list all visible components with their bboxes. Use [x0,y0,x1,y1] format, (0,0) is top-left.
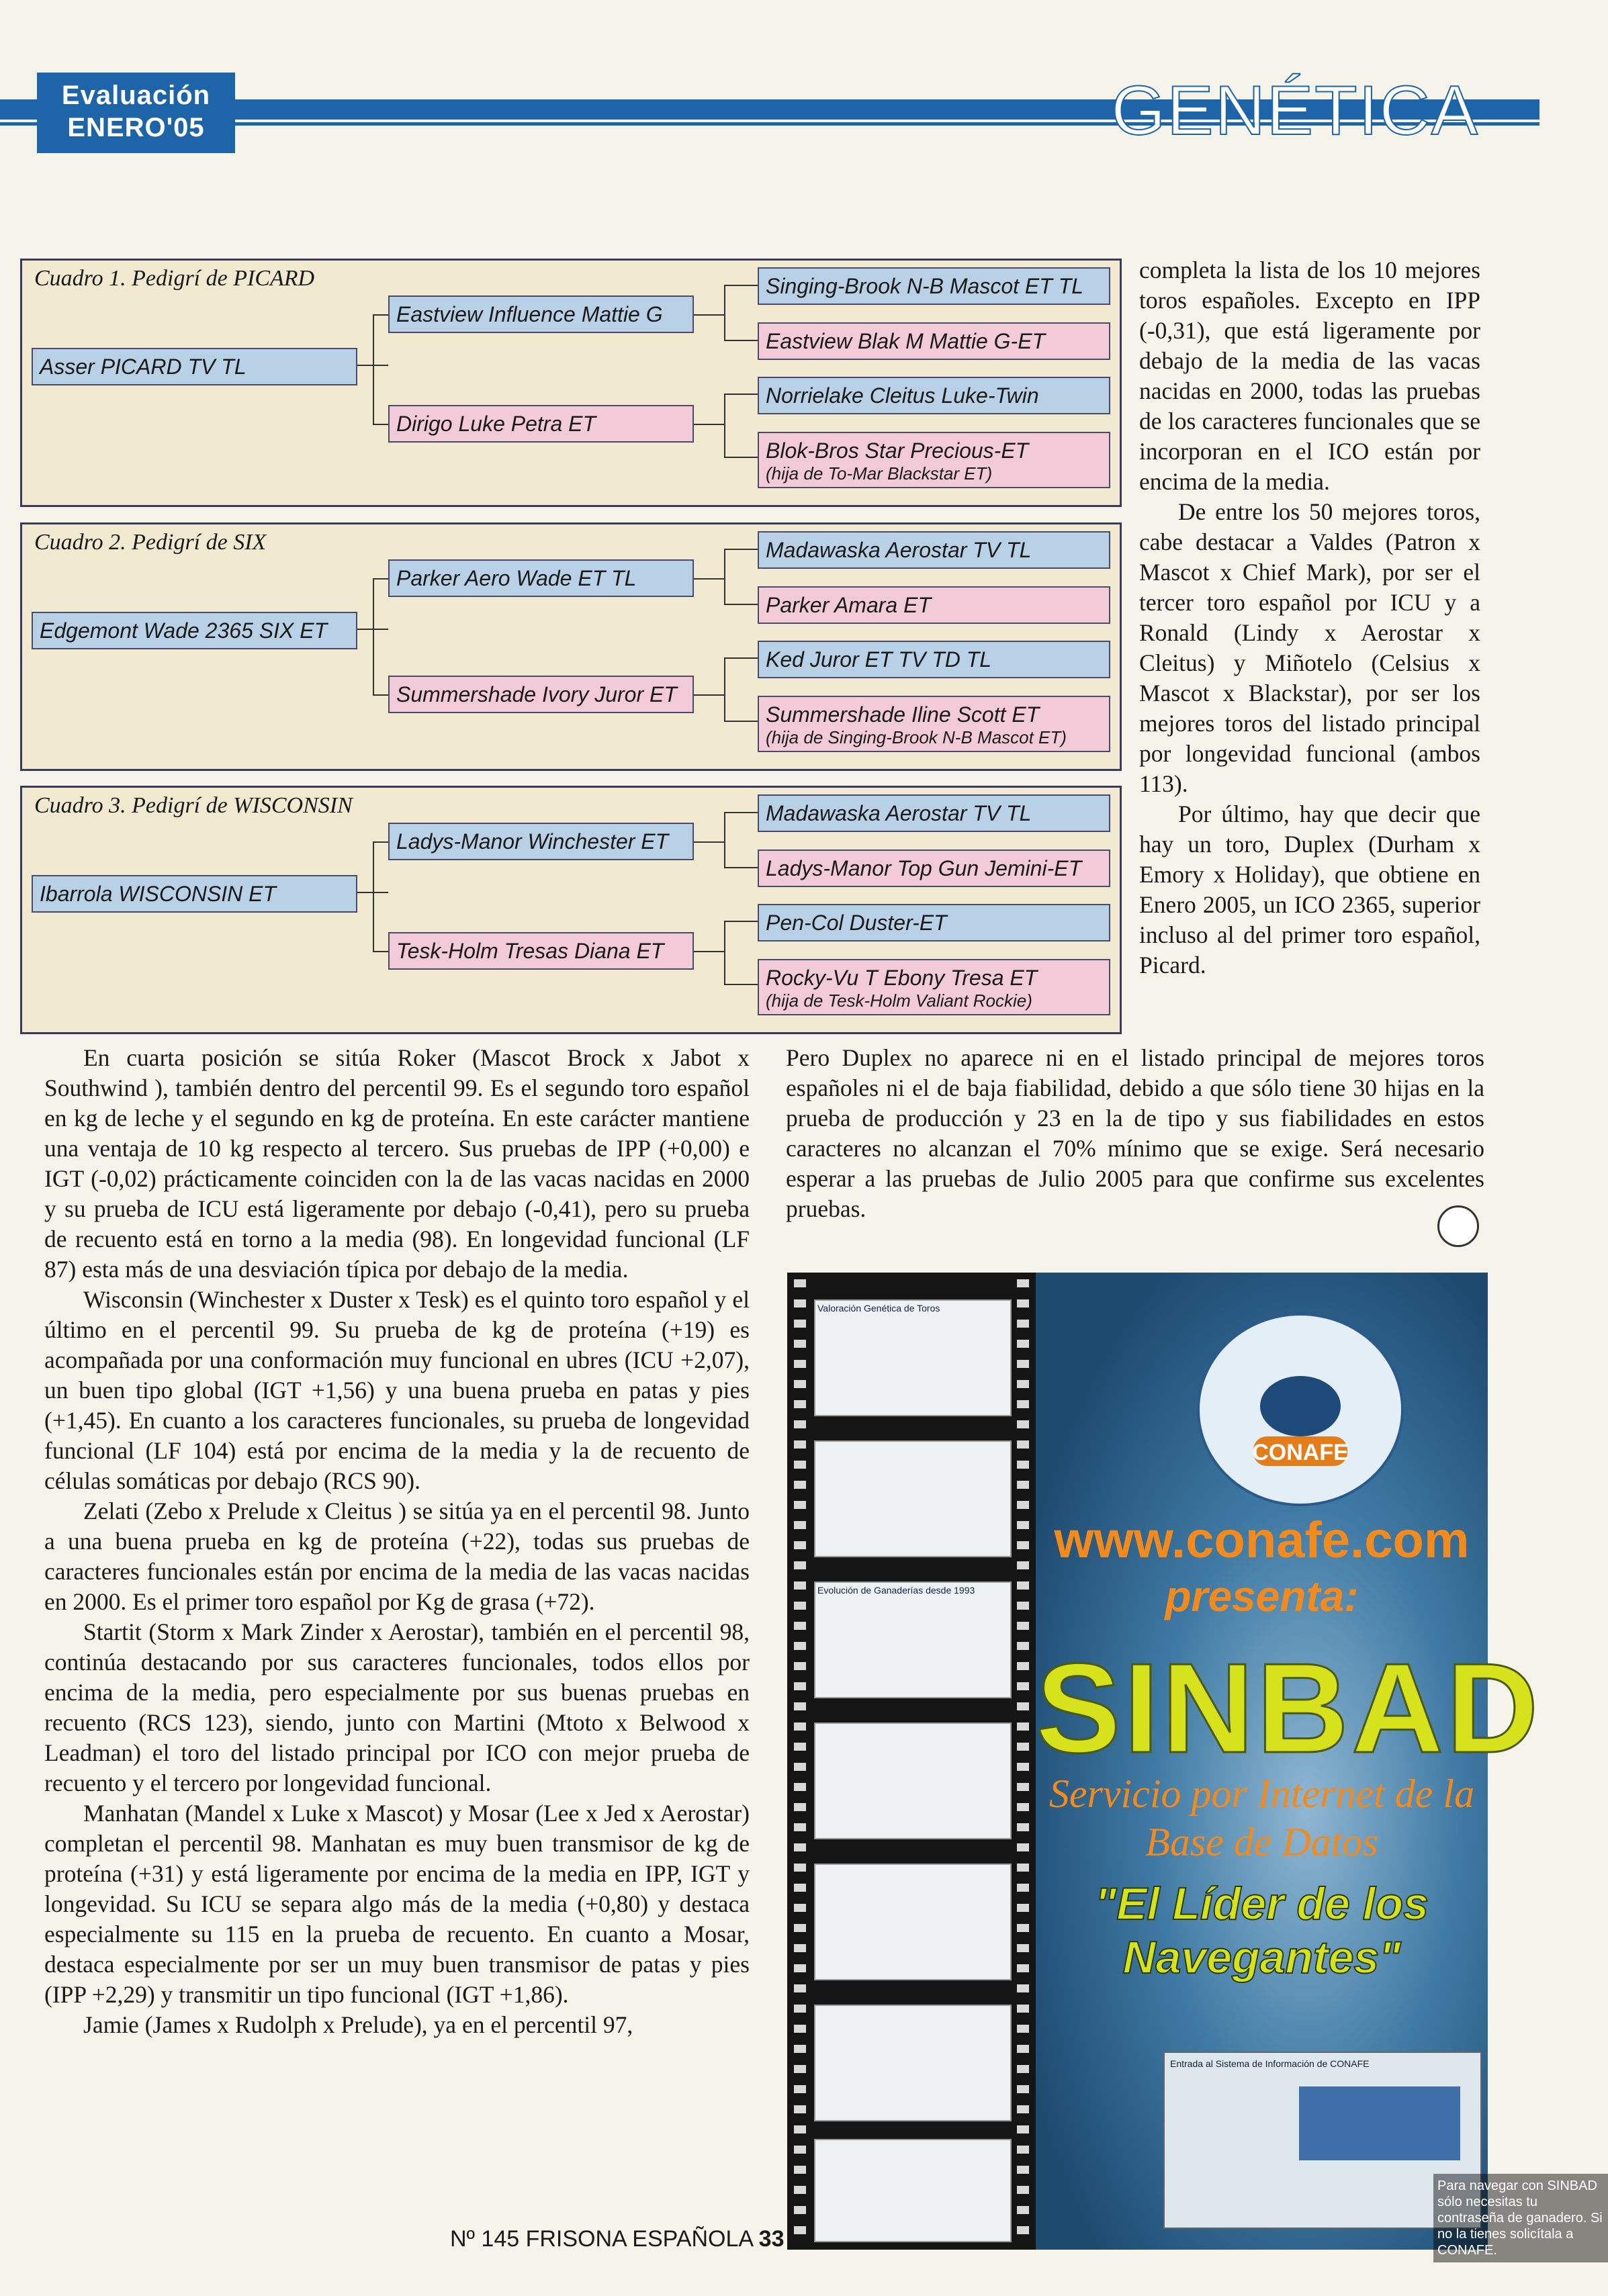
screenshot-frame [814,2139,1012,2242]
pedigree-sire: Parker Aero Wade ET TL [388,559,694,597]
film-hole [1017,2085,1029,2093]
pedigree-sire-sire: Madawaska Aerostar TV TL [758,794,1110,832]
publication-name: FRISONA ESPAÑOLA [525,2226,753,2252]
film-hole [1017,1642,1029,1650]
film-hole [1017,1360,1029,1368]
pedigree-panel-1 [20,259,1122,507]
film-hole [794,1461,806,1469]
right-column [1139,255,1480,980]
film-hole [794,1581,806,1590]
pedigree-dam-sire: Norrielake Cleitus Luke-Twin [758,377,1110,414]
film-hole [1017,1279,1029,1287]
film-hole [794,1864,806,1872]
page-number: 33 [758,2226,785,2252]
ad-url: www.conafe.com [1054,1512,1470,1569]
film-hole [794,2186,806,2194]
film-hole [794,2045,806,2053]
film-hole [794,1944,806,1952]
film-hole [794,1400,806,1408]
film-hole [794,1984,806,1992]
pedigree-sire: Ladys-Manor Winchester ET [388,823,694,860]
pedigree-panel-2 [20,522,1122,771]
pedigree-title: Cuadro 2. Pedigrí de SIX [34,530,267,555]
film-hole [1017,1400,1029,1408]
film-hole [1017,1723,1029,1731]
film-hole [1017,2045,1029,2053]
film-hole [1017,1823,1029,1831]
pedigree-dam-dam [758,696,1110,752]
film-hole [1017,1803,1029,1811]
film-hole [1017,2065,1029,2073]
film-hole [794,1561,806,1569]
mid-column [786,1043,1484,1224]
paragraph: Startit (Storm x Mark Zinder x Aerostar), también en el percentil 98, continúa destacando por sus caracteres funcionales, todos ellos por encima de la media, pero especialmente por sus buenas pruebas en recuento (RCS 123), siendo, junto con Martini (Mtoto x Belwood x Leadman) el toro del listado principal por ICO con mejor prueba de recuento y el tercero por longevidad funcional. [44,1618,750,1796]
paragraph: De entre los 50 mejores toros, cabe destacar a Valdes (Patron x Mascot x Chief Mark), por ser el tercer toro español por ICU y a Ronald (Lindy x Aerostar x Cleitus) y Miñotelo (Celsius x Mascot x Blackstar), por ser los mejores toros del listado principal por longevidad funcional (ambos 113). [1139,498,1480,797]
login-note: Para navegar con SINBAD sólo necesitas tu contraseña de ganadero. Si no la tienes solicítala a CONAFE. [1433,2174,1608,2262]
pedigree-sire-sire: Madawaska Aerostar TV TL [758,531,1110,569]
film-hole [1017,1581,1029,1590]
screenshot-frame [814,1440,1012,1557]
film-hole [794,2105,806,2113]
film-hole [1017,1984,1029,1992]
pedigree-dam: Tesk-Holm Tresas Diana ET [388,932,694,970]
film-hole [794,1682,806,1690]
pedigree-sire: Eastview Influence Mattie G [388,295,694,333]
end-seal-icon [1437,1205,1479,1247]
film-hole [794,2065,806,2073]
film-hole [794,1320,806,1328]
film-hole [1017,2206,1029,2214]
film-hole [794,1501,806,1509]
film-hole [1017,2186,1029,2194]
screenshot-frame [814,1723,1012,1839]
film-hole [794,1420,806,1428]
film-hole [794,1380,806,1388]
dam-dam-name: Summershade Iline Scott ET [766,702,1040,727]
screenshot-frame [814,2005,1012,2121]
pedigree-dam: Dirigo Luke Petra ET [388,405,694,443]
film-hole [1017,1299,1029,1307]
film-hole [794,1299,806,1307]
film-hole [1017,1561,1029,1569]
paragraph: completa la lista de los 10 mejores toros españoles. Excepto en IPP (-0,31), que está ligeramente por debajo de la media de las vacas nacidas en 2000, todas las pruebas de los caracteres funcionales que se incorporan en el ICO están por encima de la media. [1139,257,1480,495]
film-hole [794,2085,806,2093]
film-hole [1017,1320,1029,1328]
pedigree-dam-sire: Pen-Col Duster-ET [758,904,1110,942]
film-hole [1017,1602,1029,1610]
badge-line2: ENERO'05 [67,113,205,142]
pedigree-dam-dam [758,432,1110,488]
badge-line1: Evaluación [61,81,211,110]
film-hole [794,1602,806,1610]
film-hole [1017,1521,1029,1529]
film-hole [794,1702,806,1710]
pedigree-sire-dam: Ladys-Manor Top Gun Jemini-ET [758,849,1110,887]
pedigree-sire-sire: Singing-Brook N-B Mascot ET TL [758,267,1110,305]
film-hole [794,1763,806,1771]
film-hole [794,1803,806,1811]
film-hole [794,1642,806,1650]
frame-title: Valoración Genética de Toros [817,1303,940,1314]
pedigree-dam: Summershade Ivory Juror ET [388,676,694,713]
logo-text: CONAFE [1252,1440,1349,1465]
film-hole [1017,1461,1029,1469]
section-title: GENÉTICA [1111,72,1479,150]
frame-title: Evolución de Ganaderías desde 1993 [817,1585,975,1596]
film-hole [1017,1763,1029,1771]
paragraph: Zelati (Zebo x Prelude x Cleitus ) se sitúa ya en el percentil 98. Junto a una buena prueba en kg de proteína (+22), todas sus pruebas de caracteres funcionales están por encima de la media de las vacas nacidas en 2000. Es el primer toro español por Kg de grasa (+72). [44,1498,750,1615]
screenshot-frame [814,1299,1012,1416]
film-hole [794,1662,806,1670]
dam-dam-note: (hija de Tesk-Holm Valiant Rockie) [766,991,1032,1011]
dam-dam-name: Rocky-Vu T Ebony Tresa ET [766,966,1038,990]
pedigree-sire-dam: Parker Amara ET [758,586,1110,624]
film-hole [1017,1884,1029,1892]
film-hole [1017,1622,1029,1630]
screenshot-frame [814,1864,1012,1980]
pedigree-root: Asser PICARD TV TL [32,348,357,385]
film-hole [1017,1481,1029,1489]
film-hole [1017,2025,1029,2033]
film-hole [794,1964,806,1972]
film-hole [794,1723,806,1731]
film-hole [794,2206,806,2214]
film-hole [794,1843,806,1851]
film-hole [794,1360,806,1368]
film-hole [794,1440,806,1449]
pedigree-dam-sire: Ked Juror ET TV TD TL [758,641,1110,678]
login-screenshot [1163,2052,1603,2258]
film-hole [1017,1420,1029,1428]
film-hole [794,1783,806,1791]
pedigree-sire-dam: Eastview Blak M Mattie G-ET [758,322,1110,360]
pedigree-title: Cuadro 1. Pedigrí de PICARD [34,266,315,291]
dam-dam-note: (hija de To-Mar Blackstar ET) [766,463,993,484]
ad-presenta: presenta: [1165,1572,1359,1620]
film-hole [794,1340,806,1348]
pedigree-root: Ibarrola WISCONSIN ET [32,875,357,913]
film-hole [794,2125,806,2133]
evaluation-badge [37,73,235,153]
ad-service-line: Servicio por Internet de la Base de Datos [1048,1772,1475,1864]
paragraph: Por último, hay que decir que hay un toro, Duplex (Durham x Emory x Holiday), que obtiene en Enero 2005, un ICO 2365, superior incluso al del primer toro español, Picard. [1139,800,1480,978]
film-hole [794,1904,806,1912]
film-hole [794,1924,806,1932]
film-hole [1017,2146,1029,2154]
film-hole [794,1823,806,1831]
film-hole [1017,1682,1029,1690]
film-hole [1017,2105,1029,2113]
film-strip [787,1273,1036,2250]
film-hole [1017,1702,1029,1710]
pedigree-panel-3 [20,786,1122,1034]
film-hole [794,2166,806,2174]
ad-product-name: SINBAD [1036,1637,1542,1780]
film-hole [794,2226,806,2234]
dam-dam-name: Blok-Bros Star Precious-ET [766,439,1029,463]
paragraph: En cuarta posición se sitúa Roker (Mascot Brock x Jabot x Southwind ), también dentro del percentil 99. Es el segundo toro español en kg de leche y el segundo en kg de proteína. En este carácter mantiene una ventaja de 10 kg respecto al tercero. Sus pruebas de IPP (+0,00) e IGT (-0,02) prácticamente coinciden con la de las vacas nacidas en 2000 y su prueba de ICU está ligeramente por debajo (-0,41), pero su prueba de recuento está en torno a la media (98). En longevidad funcional (LF 87) esta más de una desviación típica por debajo de la media. [44,1044,750,1283]
film-hole [1017,1944,1029,1952]
film-hole [1017,2166,1029,2174]
film-hole [1017,1380,1029,1388]
film-hole [794,1622,806,1630]
film-hole [1017,1904,1029,1912]
film-hole [1017,1783,1029,1791]
film-hole [794,1481,806,1489]
film-hole [794,2005,806,2013]
film-hole [1017,1340,1029,1348]
conafe-logo [1197,1313,1404,1506]
cow-head-icon [1260,1376,1341,1436]
film-hole [794,2146,806,2154]
paragraph: Manhatan (Mandel x Luke x Mascot) y Mosar (Lee x Jed x Aerostar) completan el percentil 98. Manhatan es muy buen transmisor de kg de proteína (+31) y está ligeramente por encima de la media en IPP, IGT y longevidad. Su ICU se separa algo más de la media (+0,80) y destaca especialmente su 115 en la prueba de recuento. En cuanto a Mosar, destaca especialmente por ser un muy buen transmisor de patas y pies (IPP +2,29) y transmitir un tipo funcional (IGT +1,86). [44,1800,750,2008]
sinbad-advertisement [787,1273,1603,2258]
paragraph: Jamie (James x Rudolph x Prelude), ya en el percentil 97, [83,2011,633,2038]
film-hole [1017,1864,1029,1872]
pedigree-dam-dam [758,959,1110,1015]
film-hole [794,1541,806,1549]
film-hole [1017,2125,1029,2133]
ad-slogan: "El Líder de los Navegantes" [1094,1878,1429,1983]
issue-number: Nº 145 [450,2226,520,2252]
film-hole [794,1743,806,1751]
film-hole [1017,1541,1029,1549]
paragraph: Wisconsin (Winchester x Duster x Tesk) es el quinto toro español y el último en el percentil 99. Su prueba de kg de proteína (+19) es acompañada por una conformación muy funcional en ubres (ICU +2,07), un buen tipo global (IGT +1,56) y una buena prueba en patas y pies (+1,45). En cuanto a los caracteres funcionales, su prueba de longevidad funcional (LF 104) está por encima de la media y la de recuento de células somáticas por debajo (RCS 90). [44,1286,750,1494]
film-hole [1017,1662,1029,1670]
film-hole [1017,1964,1029,1972]
page-footer [450,2226,784,2252]
film-hole [1017,1843,1029,1851]
film-hole [1017,1440,1029,1449]
film-hole [1017,2226,1029,2234]
film-hole [794,1521,806,1529]
pedigree-title: Cuadro 3. Pedigrí de WISCONSIN [34,793,353,818]
film-hole [1017,1924,1029,1932]
film-hole [1017,1743,1029,1751]
film-hole [794,1884,806,1892]
film-hole [1017,2005,1029,2013]
paragraph: Pero Duplex no aparece ni en el listado principal de mejores toros españoles ni el de baja fiabilidad, debido a que sólo tiene 30 hijas en la prueba de producción y 23 en la de tipo y sus fiabilidades en estos caracteres no alcanzan el 70% mínimo que se exige. Será necesario esperar a las pruebas de Julio 2005 para que confirme sus excelentes pruebas. [786,1044,1484,1222]
left-column [44,1043,750,2040]
login-title: Entrada al Sistema de Información de CONAFE [1170,2058,1370,2069]
dam-dam-note: (hija de Singing-Brook N-B Mascot ET) [766,727,1067,747]
film-hole [794,1279,806,1287]
screenshot-frame [814,1581,1012,1698]
pedigree-root: Edgemont Wade 2365 SIX ET [32,612,357,649]
film-hole [794,2025,806,2033]
film-hole [1017,1501,1029,1509]
